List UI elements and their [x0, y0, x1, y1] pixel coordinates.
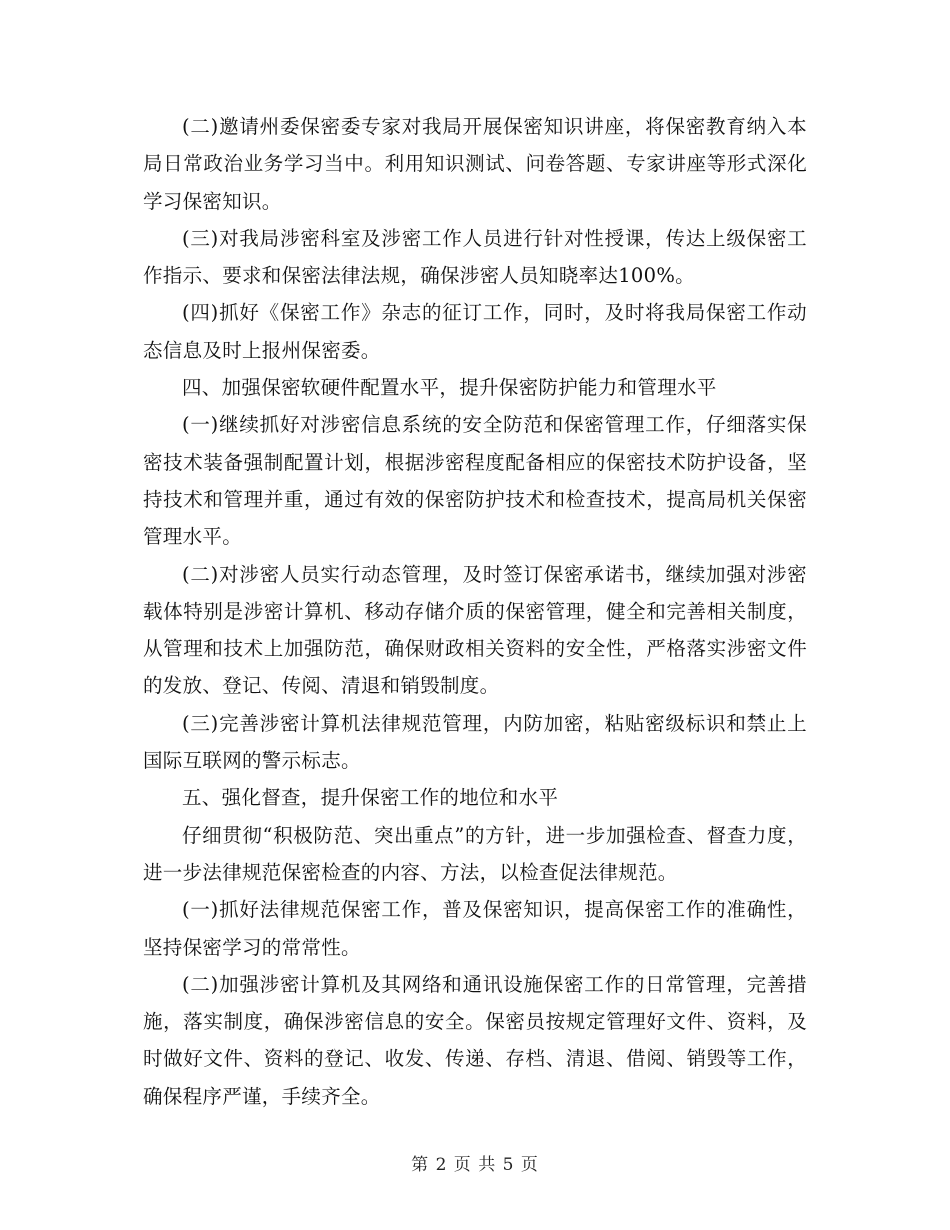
document-body [143, 108, 807, 1115]
paragraph-computer-regulation: (三)完善涉密计算机法律规范管理，内防加密，粘贴密级标识和禁止上国际互联网的警示标志。 [143, 711, 807, 773]
paragraph-guideline: 仔细贯彻“积极防范、突出重点”的方针，进一步加强检查、督查力度，进一步法律规范保密检查的内容、方法，以检查促法律规范。 [143, 823, 807, 884]
paragraph-personnel-management: (二)对涉密人员实行动态管理，及时签订保密承诺书，继续加强对涉密载体特别是涉密计算机、移动存储介质的保密管理，健全和完善相关制度，从管理和技术上加强防范，确保财政相关资料的安全性，严格落实涉密文件的发放、登记、传阅、清退和销毁制度。 [143, 562, 807, 698]
paragraph-legal-norms: (一)抓好法律规范保密工作，普及保密知识，提高保密工作的准确性，坚持保密学习的常常性。 [143, 898, 807, 959]
paragraph-invite-experts: (二)邀请州委保密委专家对我局开展保密知识讲座，将保密教育纳入本局日常政治业务学习当中。利用知识测试、问卷答题、专家讲座等形式深化学习保密知识。 [143, 115, 807, 213]
paragraph-info-system-security: (一)继续抓好对涉密信息系统的安全防范和保密管理工作，仔细落实保密技术装备强制配置计划，根据涉密程度配备相应的保密技术防护设备，坚持技术和管理并重，通过有效的保密防护技术和检查技术，提高局机关保密管理水平。 [143, 413, 807, 549]
section-heading-five: 五、强化督查，提升保密工作的地位和水平 [182, 786, 559, 810]
paragraph-daily-management: (二)加强涉密计算机及其网络和通讯设施保密工作的日常管理，完善措施，落实制度，确保涉密信息的安全。保密员按规定管理好文件、资料，及时做好文件、资料的登记、收发、传递、存档、清退、借阅、销毁等工作，确保程序严谨，手续齐全。 [143, 972, 807, 1108]
paragraph-magazine-subscription: (四)抓好《保密工作》杂志的征订工作，同时，及时将我局保密工作动态信息及时上报州保密委。 [143, 301, 807, 362]
section-heading-four: 四、加强保密软硬件配置水平，提升保密防护能力和管理水平 [182, 376, 717, 400]
paragraph-targeted-training: (三)对我局涉密科室及涉密工作人员进行针对性授课，传达上级保密工作指示、要求和保密法律法规，确保涉密人员知晓率达100%。 [143, 226, 807, 288]
page-number-footer: 第 2 页 共 5 页 [411, 1155, 539, 1175]
